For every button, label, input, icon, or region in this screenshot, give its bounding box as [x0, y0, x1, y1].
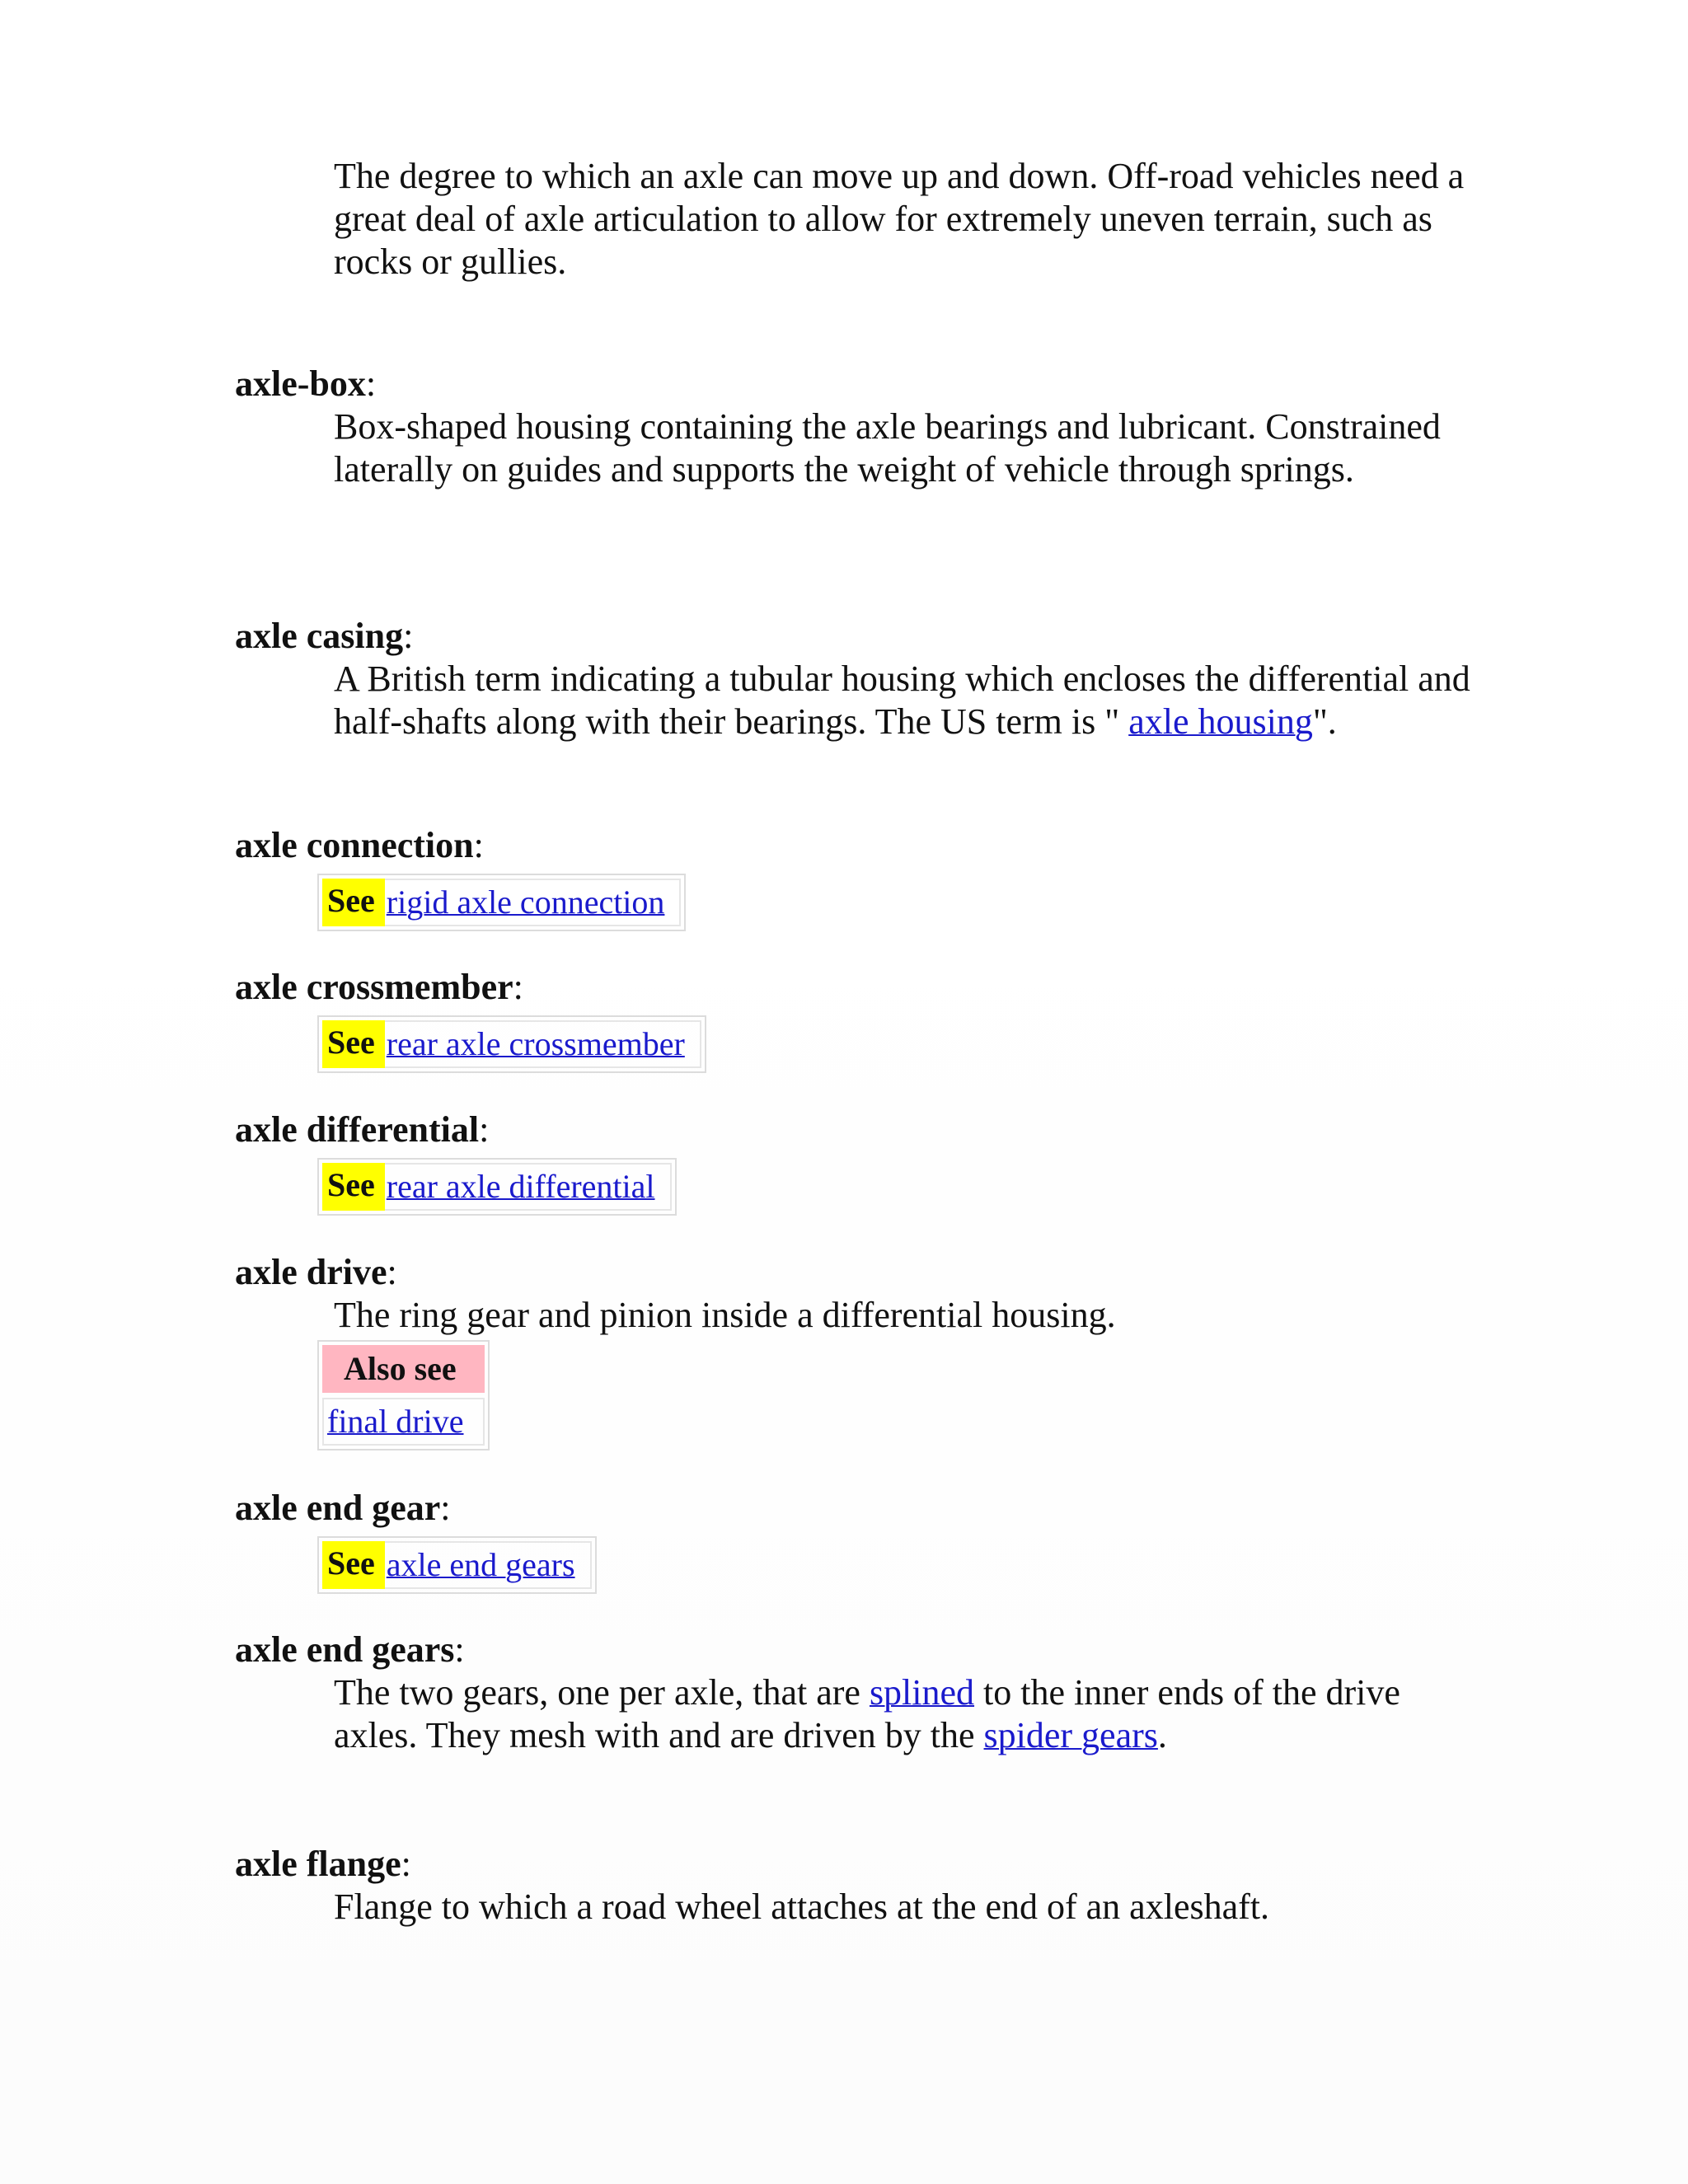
link-rear-axle-differential[interactable]: rear axle differential: [386, 1168, 655, 1205]
term-axle-end-gear: axle end gear: [235, 1488, 441, 1528]
see-target-cell: [385, 1541, 592, 1589]
entry-axle-crossmember: [235, 966, 1471, 1073]
definition-axle-articulation: The degree to which an axle can move up and down. Off-road vehicles need a great deal of axle articulation to allow for extremely uneven terrain, such as rocks or gullies.: [334, 156, 1465, 282]
definition-text: A British term indicating a tubular housing which encloses the differential and half-shafts along with their bearings. The US term is ": [334, 658, 1470, 742]
also-see-target-cell: [322, 1398, 485, 1446]
colon: :: [454, 1629, 465, 1670]
term-line: [235, 1629, 1471, 1671]
see-target-cell: [385, 879, 682, 926]
see-label: See: [322, 1163, 385, 1211]
colon: :: [440, 1488, 451, 1528]
colon: :: [479, 1109, 490, 1150]
definition-text: to the inner ends of the drive axles. They mesh with and are driven by the: [334, 1672, 1400, 1755]
definition-text: .: [1157, 1715, 1167, 1755]
also-see-label: Also see: [322, 1345, 485, 1393]
term-axle-end-gears: axle end gears: [235, 1629, 455, 1670]
colon: :: [403, 616, 414, 656]
definition-text: ".: [1312, 701, 1337, 742]
link-rigid-axle-connection[interactable]: rigid axle connection: [386, 883, 665, 921]
see-reference: [317, 874, 686, 931]
see-target-cell: [385, 1020, 701, 1068]
link-axle-housing[interactable]: axle housing: [1128, 701, 1313, 742]
link-spider-gears[interactable]: spider gears: [983, 1715, 1158, 1755]
definition-text: The two gears, one per axle, that are: [334, 1672, 870, 1713]
definition-axle-casing: [334, 658, 1479, 743]
entry-axle-end-gear: [235, 1487, 1471, 1594]
term-line: [235, 363, 1471, 405]
link-rear-axle-crossmember[interactable]: rear axle crossmember: [386, 1025, 685, 1062]
colon: :: [365, 363, 377, 404]
term-line: [235, 1487, 1471, 1530]
colon: :: [513, 967, 523, 1007]
term-line: [235, 1843, 1471, 1886]
see-label: See: [322, 1541, 385, 1589]
definition-axle-end-gears: [334, 1671, 1479, 1757]
entry-axle-end-gears: [235, 1629, 1471, 1757]
entry-axle-flange: [235, 1843, 1471, 1929]
term-axle-drive: axle drive: [235, 1252, 387, 1292]
colon: :: [387, 1252, 397, 1292]
colon: :: [473, 825, 484, 865]
term-line: [235, 1251, 1471, 1294]
colon: :: [401, 1844, 411, 1884]
entry-axle-connection: [235, 824, 1471, 931]
term-axle-flange: axle flange: [235, 1844, 401, 1884]
definition-axle-box: Box-shaped housing containing the axle bearings and lubricant. Constrained laterally on guides and supports the weight of vehicle through springs.: [334, 406, 1441, 490]
term-axle-box: axle-box: [235, 363, 366, 404]
see-reference: [317, 1158, 677, 1216]
term-line: [235, 1108, 1471, 1151]
link-splined[interactable]: splined: [869, 1672, 975, 1713]
definition-axle-flange: Flange to which a road wheel attaches at the end of an axleshaft.: [334, 1886, 1269, 1927]
see-target-cell: [385, 1163, 672, 1211]
entry-axle-differential: [235, 1108, 1471, 1216]
see-reference: [317, 1536, 597, 1594]
definition-axle-drive: The ring gear and pinion inside a differential housing.: [334, 1295, 1116, 1335]
term-line: [235, 824, 1471, 867]
entry-axle-drive: [235, 1251, 1471, 1451]
see-reference: [317, 1015, 706, 1073]
term-line: [235, 615, 1471, 658]
term-axle-connection: axle connection: [235, 825, 474, 865]
entry-axle-box: [235, 363, 1471, 491]
entry-axle-casing: [235, 615, 1471, 743]
term-line: [235, 966, 1471, 1009]
term-axle-crossmember: axle crossmember: [235, 967, 513, 1007]
link-final-drive[interactable]: final drive: [327, 1403, 464, 1440]
also-see-reference: [317, 1340, 490, 1451]
see-label: See: [322, 879, 385, 926]
term-axle-casing: axle casing: [235, 616, 404, 656]
see-label: See: [322, 1020, 385, 1068]
link-axle-end-gears[interactable]: axle end gears: [386, 1546, 575, 1583]
term-axle-differential: axle differential: [235, 1109, 480, 1150]
